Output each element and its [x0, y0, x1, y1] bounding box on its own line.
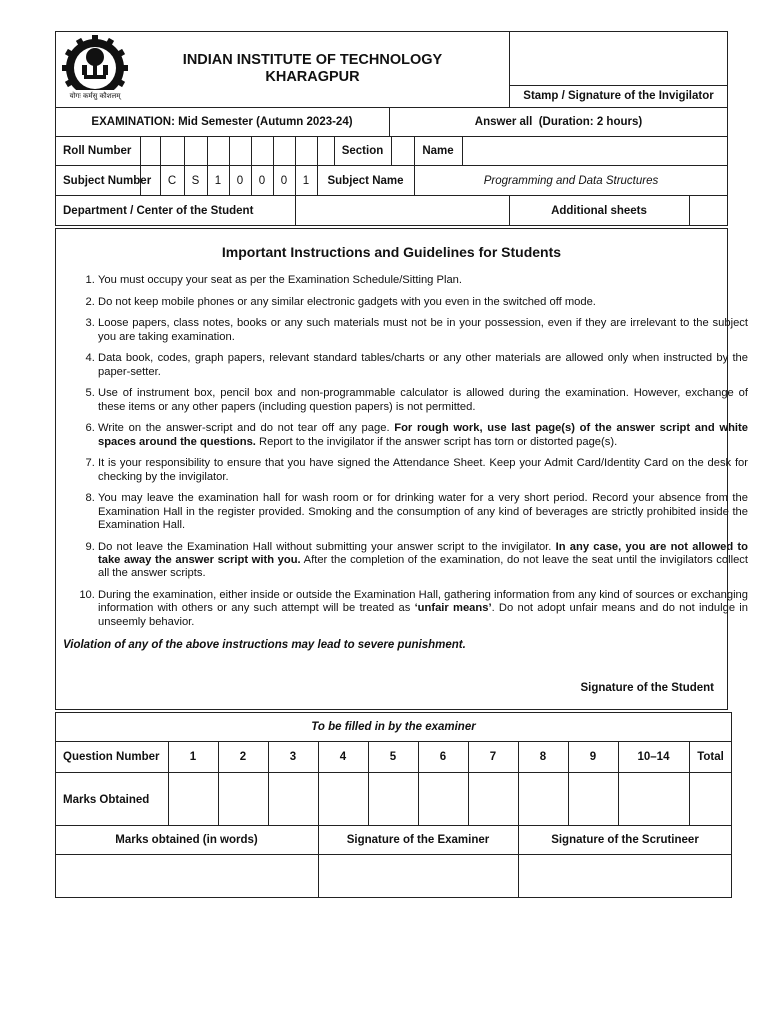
instruction-item: 1. You must occupy your seat as per the Examination Schedule/Sitting Plan.: [98, 274, 748, 287]
instruction-item: 7. It is your responsibility to ensure that you have signed the Attendance Sheet. Keep your Admit Card/Identity Card on the desk for checking by the invigilator.: [98, 457, 748, 484]
instruction-item: 5. Use of instrument box, pencil box and non-programmable calculator is allowed during the examination. However, exchange of these items or any other papers (including question papers) is not permitted.: [98, 387, 748, 414]
question-header: 5: [389, 751, 397, 763]
question-header: Total: [697, 751, 724, 763]
question-header: 8: [539, 751, 547, 763]
question-header: 2: [239, 751, 247, 763]
department-input[interactable]: [296, 196, 509, 225]
roll-number-input[interactable]: [141, 137, 334, 165]
additional-sheets-input[interactable]: [690, 196, 727, 225]
instruction-item: 9. Do not leave the Examination Hall without submitting your answer script to the invigilator. In any case, you are not allowed to take away the answer script with you. After the completion of the examination, do not leave the seat until the invigilators collect all the answer scripts.: [98, 541, 748, 581]
subject-digit: 0: [280, 175, 288, 187]
row-line: [55, 772, 732, 773]
instruction-item: 8. You may leave the examination hall for wash room or for drinking water for a very short period. Record your absence from the Examination Hall in the register provided. Smoking and the consumption of any kind of beverages are strictly prohibited inside the Examination Hall.: [98, 492, 748, 532]
instruction-item: 4. Data book, codes, graph papers, relevant standard tables/charts or any other materials are allowed only when instructed by the paper-setter.: [98, 352, 748, 379]
subject-number-label: Subject Number: [63, 175, 152, 187]
violation-warning: Violation of any of the above instructions may lead to severe punishment.: [63, 639, 466, 651]
subject-digit: 0: [236, 175, 244, 187]
additional-sheets-label: Additional sheets: [551, 205, 647, 217]
invigilator-signature-label: Stamp / Signature of the Invigilator: [523, 90, 714, 102]
row-line: [55, 165, 728, 166]
student-signature-label: Signature of the Student: [580, 682, 714, 694]
subject-digit: 0: [258, 175, 266, 187]
logo-motto: योगः कर्मसु कौशलम्: [69, 92, 121, 100]
subject-digit: 1: [302, 175, 310, 187]
question-header: 3: [289, 751, 297, 763]
question-header: 9: [589, 751, 597, 763]
section-label: Section: [341, 145, 384, 157]
question-header: 7: [489, 751, 497, 763]
question-number-label: Question Number: [63, 751, 160, 763]
instruction-list: [64, 274, 748, 637]
instruction-item: 3. Loose papers, class notes, books or any such materials must not be in your possession, even if they are irrelevant to the subject you are taking examination.: [98, 317, 748, 344]
row-line: [509, 85, 728, 86]
row-line: [55, 107, 728, 108]
institute-name: [140, 52, 485, 85]
name-input[interactable]: [463, 137, 727, 165]
subject-digit: S: [191, 175, 200, 187]
marks-obtained-label: Marks Obtained: [63, 794, 150, 806]
institute-line-2: KHARAGPUR: [265, 68, 360, 85]
subject-name-value: Programming and Data Structures: [483, 175, 659, 187]
marks-words-input[interactable]: [56, 855, 318, 897]
examiner-signature-label: Signature of the Examiner: [346, 834, 490, 846]
iit-kgp-logo: [62, 35, 128, 105]
marks-words-label: Marks obtained (in words): [115, 834, 258, 846]
row-line: [55, 825, 732, 826]
question-header: 1: [189, 751, 197, 763]
subject-digit: 1: [214, 175, 222, 187]
section-input[interactable]: [392, 137, 414, 165]
department-label: Department / Center of the Student: [63, 205, 254, 217]
roll-number-label: Roll Number: [63, 145, 132, 157]
institute-line-1: INDIAN INSTITUTE OF TECHNOLOGY: [182, 52, 443, 68]
examination-label: EXAMINATION: Mid Semester (Autumn 2023-24): [91, 116, 353, 128]
scrutineer-signature-input[interactable]: [519, 855, 731, 897]
subject-digit: C: [167, 175, 177, 187]
name-label: Name: [422, 145, 454, 157]
instructions-title: Important Instructions and Guidelines for Students: [221, 244, 562, 260]
scrutineer-signature-label: Signature of the Scrutineer: [551, 834, 699, 846]
subject-name-label: Subject Name: [327, 175, 404, 187]
examiner-caption: To be filled in by the examiner: [311, 721, 476, 733]
question-header: 4: [339, 751, 347, 763]
instruction-item: 6. Write on the answer-script and do not tear off any page. For rough work, use last page(s) of the answer script and white spaces around the questions. Report to the invigilator if the answer script has torn or distorted page(s).: [98, 422, 748, 449]
examiner-signature-input[interactable]: [319, 855, 518, 897]
instruction-item: 2. Do not keep mobile phones or any similar electronic gadgets with you even in the switched off mode.: [98, 296, 748, 309]
question-header: 10–14: [637, 751, 670, 763]
question-header: 6: [439, 751, 447, 763]
exam-instruction: Answer all (Duration: 2 hours): [474, 116, 643, 128]
instruction-item: 10. During the examination, either inside or outside the Examination Hall, gathering information from any kind of sources or exchanging information with others or any such attempt will be treated as ‘unfair means’. Do not adopt unfair means and do not indulge in unseemly behavior.: [98, 589, 748, 629]
row-line: [55, 741, 732, 742]
